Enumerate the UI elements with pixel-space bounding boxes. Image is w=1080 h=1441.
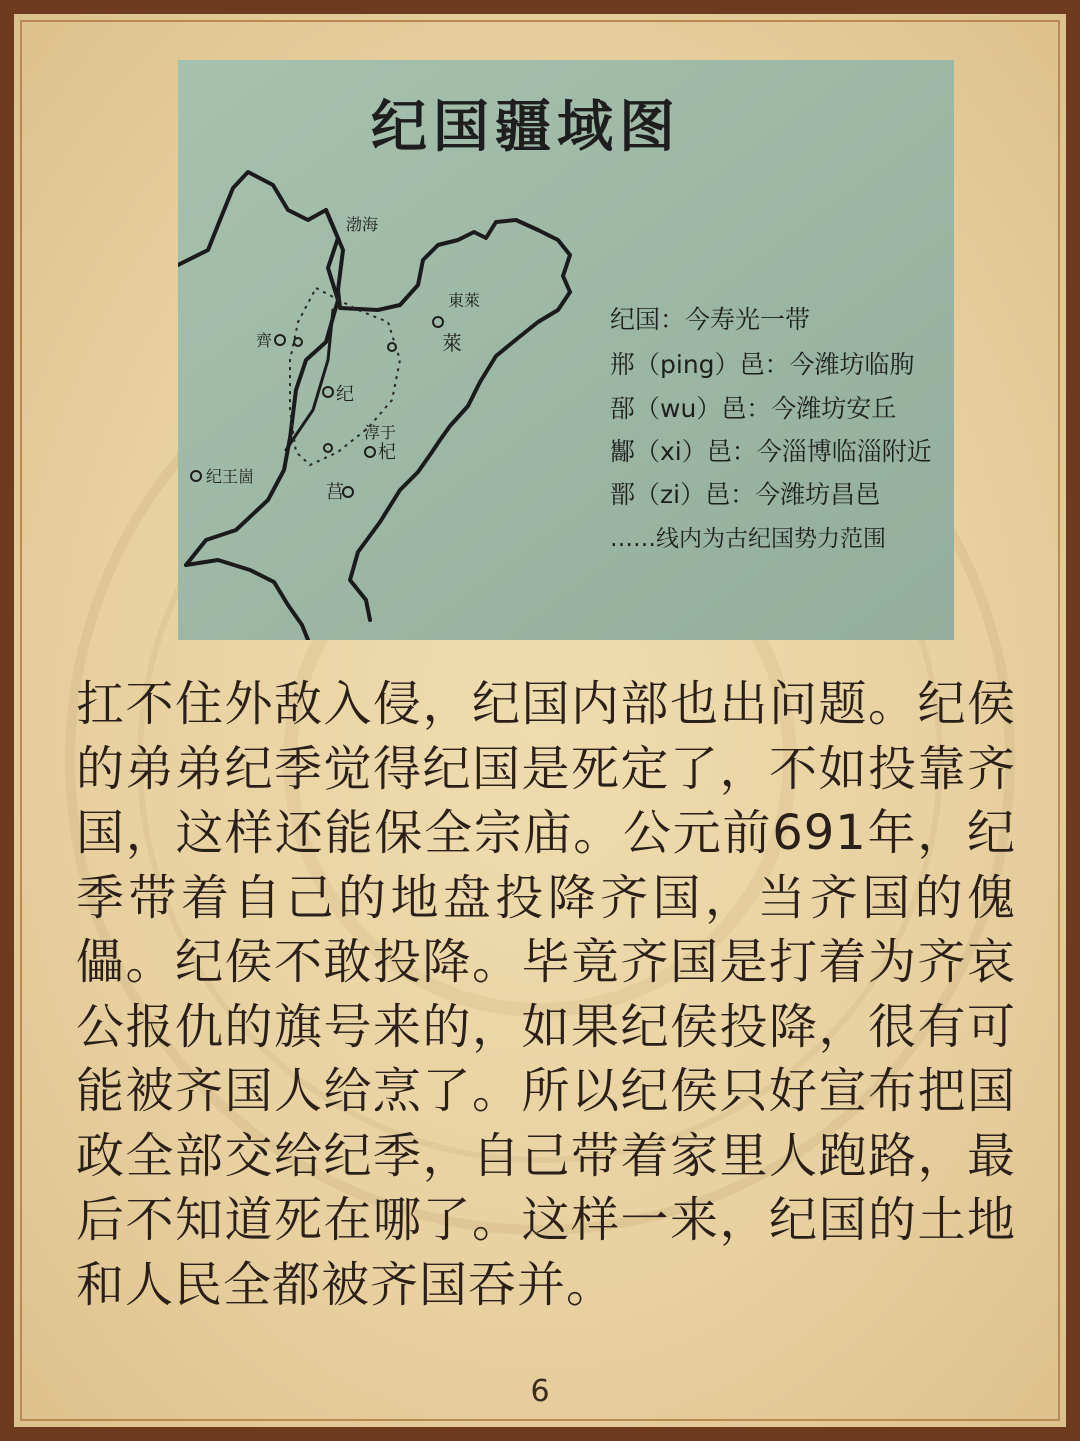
label-qi: 齊: [256, 331, 273, 350]
legend-line-4: 酅（xi）邑：今淄博临淄附近: [610, 437, 932, 466]
label-jiwangchong: 纪王崮: [206, 467, 255, 486]
legend-line-3: 郚（wu）邑：今潍坊安丘: [610, 394, 897, 423]
label-bohai: 渤海: [346, 215, 379, 234]
label-qi2: 杞: [378, 442, 396, 463]
map-photo: [178, 60, 954, 640]
label-ju: 莒: [326, 482, 344, 503]
legend-line-2: 郱（ping）邑：今潍坊临朐: [610, 350, 915, 379]
label-donglai: 東萊: [448, 291, 481, 310]
label-chunyu: 淳于: [364, 423, 397, 442]
map-title: 纪国疆域图: [371, 94, 681, 160]
legend-line-1: 纪国：今寿光一带: [610, 305, 811, 334]
legend-line-6: ……线内为古纪国势力范围: [610, 526, 886, 552]
legend-line-5: 鄑（zi）邑：今潍坊昌邑: [610, 480, 881, 509]
page-number: 6: [530, 1374, 550, 1409]
body-paragraph: 扛不住外敌入侵，纪国内部也出问题。纪侯的弟弟纪季觉得纪国是死定了，不如投靠齐国，这样还能保全宗庙。公元前691年，纪季带着自己的地盘投降齐国，当齐国的傀儡。纪侯不敢投降。毕竟齐国是打着为齐哀公报仇的旗号来的，如果纪侯投降，很有可能被齐国人给烹了。所以纪侯只好宣布把国政全部交给纪季，自己带着家里人跑路，最后不知道死在哪了。这样一来，纪国的土地和人民全都被齐国吞并。: [76, 676, 1016, 1313]
label-ji: 纪: [336, 384, 354, 405]
label-lai: 萊: [442, 331, 462, 355]
